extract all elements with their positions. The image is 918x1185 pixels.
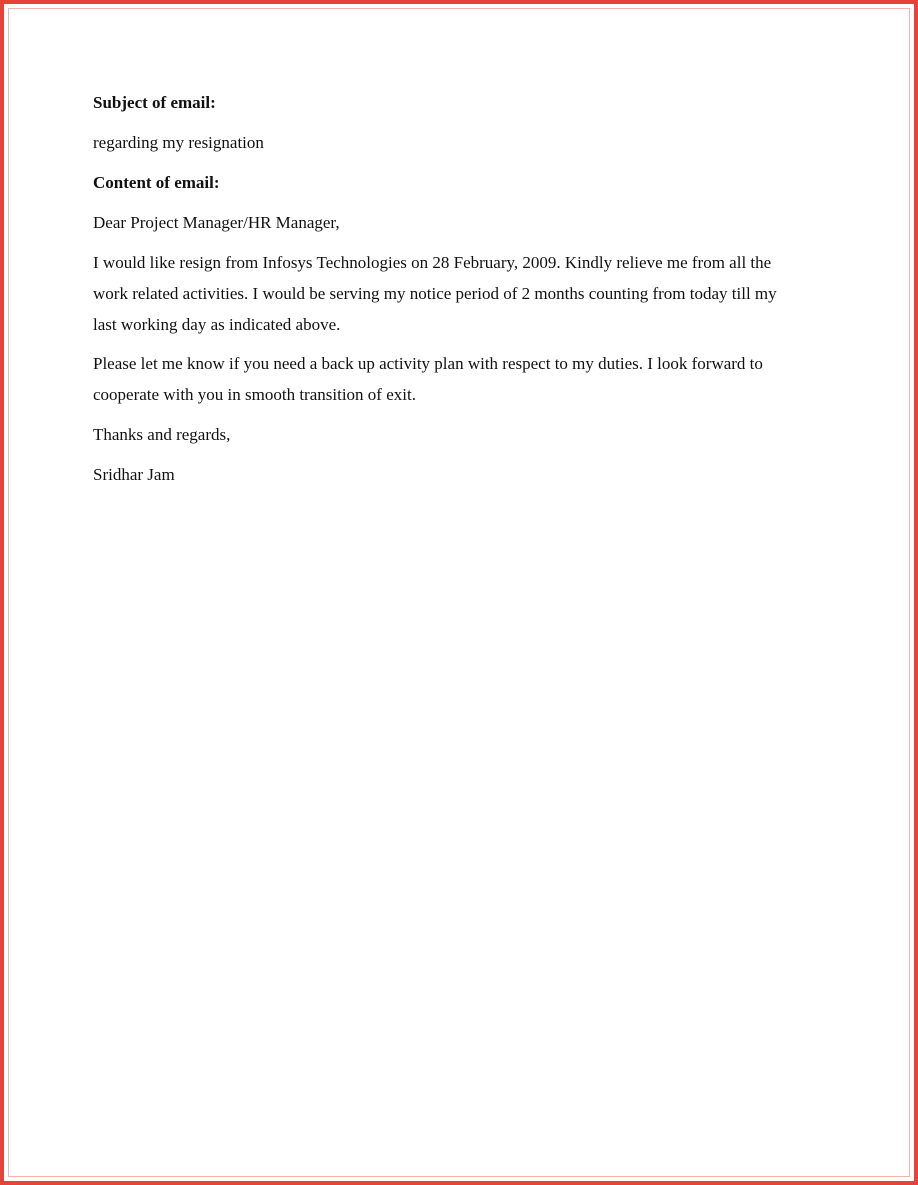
letter-content xyxy=(93,92,823,486)
paragraph2-line2: cooperate with you in smooth transition of exit. xyxy=(93,385,416,404)
subject-text: regarding my resignation xyxy=(93,133,264,152)
signature: Sridhar Jam xyxy=(93,465,175,484)
salutation: Dear Project Manager/HR Manager, xyxy=(93,213,340,232)
subject-heading: Subject of email: xyxy=(93,93,216,112)
content-heading: Content of email: xyxy=(93,173,220,192)
closing: Thanks and regards, xyxy=(93,425,231,444)
paragraph2-line1: Please let me know if you need a back up activity plan with respect to my duties. I look forward to xyxy=(93,354,763,373)
paragraph-resignation xyxy=(93,247,823,340)
paragraph1-line2: work related activities. I would be serving my notice period of 2 months counting from today till my xyxy=(93,284,777,303)
paragraph1-line1: I would like resign from Infosys Technologies on 28 February, 2009. Kindly relieve me from all the xyxy=(93,253,772,272)
paragraph1-line3: last working day as indicated above. xyxy=(93,315,341,334)
paragraph-transition xyxy=(93,348,823,410)
